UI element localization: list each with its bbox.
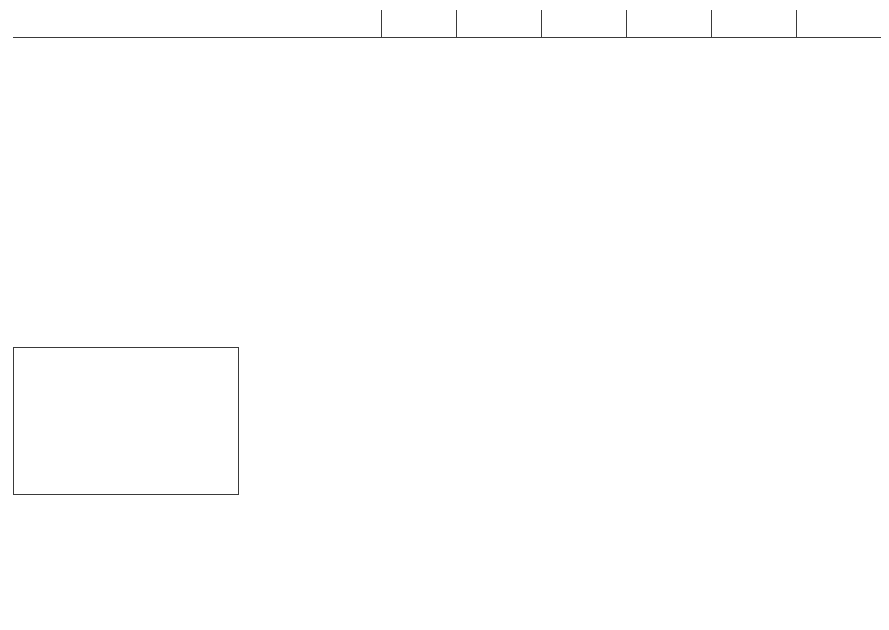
- header-model: [711, 10, 796, 38]
- header-model: [796, 10, 881, 38]
- header-unit: [381, 10, 456, 38]
- header-model: [456, 10, 541, 38]
- header-model: [541, 10, 626, 38]
- connection-diagram: [13, 347, 239, 495]
- header-title: [13, 10, 381, 38]
- table-header-row: [13, 10, 881, 38]
- wiring-diagram-svg: [14, 348, 240, 496]
- spec-table: [13, 10, 881, 38]
- header-model: [626, 10, 711, 38]
